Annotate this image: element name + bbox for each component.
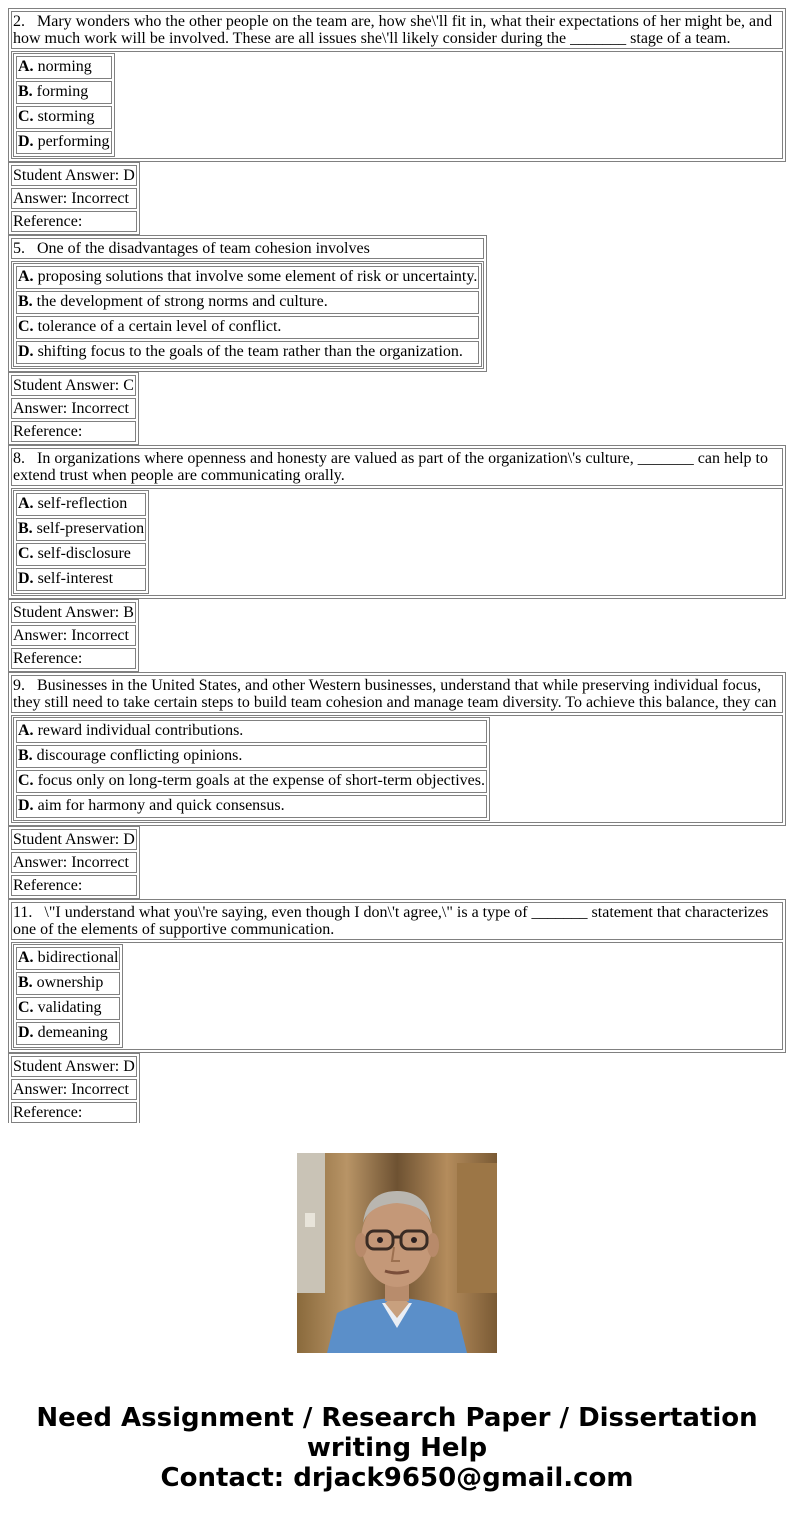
answer-summary <box>8 1053 140 1126</box>
option-item[interactable] <box>16 1022 120 1045</box>
options-table <box>13 717 490 821</box>
question-number: 5. <box>13 240 25 257</box>
option-letter: B. <box>18 974 33 991</box>
reference: Reference: <box>11 421 136 442</box>
question-text: One of the disadvantages of team cohesion involves <box>37 240 370 257</box>
option-letter: B. <box>18 83 33 100</box>
option-text: shifting focus to the goals of the team rather than the organization. <box>37 343 463 360</box>
question-text-cell <box>11 675 783 713</box>
option-item[interactable] <box>16 568 146 591</box>
option-letter: C. <box>18 545 34 562</box>
reference: Reference: <box>11 211 137 232</box>
option-letter: C. <box>18 999 34 1016</box>
option-letter: D. <box>18 343 34 360</box>
reference: Reference: <box>11 875 137 896</box>
option-item[interactable] <box>16 106 112 129</box>
option-letter: C. <box>18 108 34 125</box>
option-text: self-reflection <box>37 495 128 512</box>
option-item[interactable] <box>16 770 487 793</box>
question-number: 9. <box>13 677 25 694</box>
student-answer: Student Answer: D <box>13 831 135 848</box>
option-item[interactable] <box>16 997 120 1020</box>
option-item[interactable] <box>16 316 479 339</box>
option-letter: B. <box>18 747 33 764</box>
options-cell <box>11 51 783 159</box>
option-letter: C. <box>18 318 34 335</box>
question-number: 11. <box>13 904 33 921</box>
options-table <box>13 944 123 1048</box>
option-text: focus only on long-term goals at the expense of short-term objectives. <box>37 772 485 789</box>
options-cell <box>11 488 783 596</box>
option-item[interactable] <box>16 795 487 818</box>
question-text-cell <box>11 238 484 259</box>
option-letter: D. <box>18 1024 34 1041</box>
answer-summary <box>8 162 140 235</box>
option-letter: D. <box>18 133 34 150</box>
answer-summary <box>8 372 139 445</box>
question-number: 8. <box>13 450 25 467</box>
option-item[interactable] <box>16 131 112 154</box>
options-cell <box>11 715 783 823</box>
option-item[interactable] <box>16 56 112 79</box>
option-text: forming <box>36 83 89 100</box>
option-text: storming <box>37 108 95 125</box>
option-text: ownership <box>36 974 104 991</box>
options-table <box>13 490 149 594</box>
answer-summary <box>8 599 139 672</box>
option-item[interactable] <box>16 341 479 364</box>
question-block <box>8 445 786 599</box>
option-item[interactable] <box>16 518 146 541</box>
option-item[interactable] <box>16 81 112 104</box>
option-letter: A. <box>18 495 34 512</box>
question-text: Businesses in the United States, and other Western businesses, understand that while preserving individual focus, they still need to take certain steps to build team cohesion and manage team diversity. To achieve this balance, they can <box>13 677 777 711</box>
option-text: the development of strong norms and culture. <box>36 293 328 310</box>
question-text-cell <box>11 902 783 940</box>
quiz-document <box>8 8 786 1123</box>
promo-line-2: writing Help <box>306 1433 488 1463</box>
reference: Reference: <box>11 648 136 669</box>
option-text: aim for harmony and quick consensus. <box>37 797 285 814</box>
option-text: norming <box>37 58 92 75</box>
option-text: validating <box>37 999 102 1016</box>
answer-status: Answer: Incorrect <box>11 398 136 419</box>
student-answer: Student Answer: B <box>13 604 134 621</box>
question-text: In organizations where openness and honesty are valued as part of the organization\'s culture, _______ can help to extend trust when people are communicating orally. <box>13 450 768 484</box>
option-text: reward individual contributions. <box>37 722 244 739</box>
author-photo <box>297 1153 497 1353</box>
option-item[interactable] <box>16 720 487 743</box>
option-text: proposing solutions that involve some element of risk or uncertainty. <box>37 268 478 285</box>
options-table <box>13 53 115 157</box>
option-letter: A. <box>18 722 34 739</box>
option-letter: A. <box>18 949 34 966</box>
option-letter: C. <box>18 772 34 789</box>
question-text-cell <box>11 11 783 49</box>
answer-status: Answer: Incorrect <box>11 188 137 209</box>
options-cell <box>11 942 783 1050</box>
option-text: self-preservation <box>36 520 145 537</box>
option-letter: B. <box>18 293 33 310</box>
option-letter: D. <box>18 570 34 587</box>
question-block <box>8 899 786 1053</box>
option-letter: A. <box>18 58 34 75</box>
question-block <box>8 672 786 826</box>
question-block <box>8 8 786 162</box>
answer-status: Answer: Incorrect <box>11 625 136 646</box>
options-cell <box>11 261 484 369</box>
reference: Reference: <box>11 1102 137 1123</box>
promo-banner <box>0 1123 794 1523</box>
question-block <box>8 235 487 372</box>
student-answer: Student Answer: D <box>13 1058 135 1075</box>
option-item[interactable] <box>16 947 120 970</box>
option-item[interactable] <box>16 745 487 768</box>
options-table <box>13 263 482 367</box>
answer-status: Answer: Incorrect <box>11 1079 137 1100</box>
student-answer: Student Answer: D <box>13 167 135 184</box>
promo-contact: Contact: drjack9650@gmail.com <box>160 1463 634 1493</box>
author-photo-illustration <box>297 1153 497 1353</box>
option-item[interactable] <box>16 543 146 566</box>
option-text: performing <box>37 133 110 150</box>
question-number: 2. <box>13 13 25 30</box>
promo-line-1: Need Assignment / Research Paper / Dissertation <box>36 1403 758 1433</box>
promo-text <box>0 1403 794 1493</box>
student-answer: Student Answer: C <box>13 377 134 394</box>
option-text: bidirectional <box>37 949 119 966</box>
option-item[interactable] <box>16 493 146 516</box>
answer-status: Answer: Incorrect <box>11 852 137 873</box>
option-text: self-interest <box>37 570 114 587</box>
question-text: \"I understand what you\'re saying, even though I don\'t agree,\" is a type of _______ statement that characterizes one of the elements of supportive communication. <box>13 904 769 938</box>
option-letter: A. <box>18 268 34 285</box>
option-text: tolerance of a certain level of conflict. <box>37 318 282 335</box>
option-text: demeaning <box>37 1024 108 1041</box>
option-item[interactable] <box>16 291 479 314</box>
question-text-cell <box>11 448 783 486</box>
option-text: self-disclosure <box>37 545 131 562</box>
option-letter: B. <box>18 520 33 537</box>
option-item[interactable] <box>16 266 479 289</box>
question-text: Mary wonders who the other people on the team are, how she\'ll fit in, what their expectations of her might be, and how much work will be involved. These are all issues she\'ll likely consider during the _______ stage of a team. <box>13 13 773 47</box>
option-letter: D. <box>18 797 34 814</box>
answer-summary <box>8 826 140 899</box>
option-text: discourage conflicting opinions. <box>36 747 243 764</box>
option-item[interactable] <box>16 972 120 995</box>
